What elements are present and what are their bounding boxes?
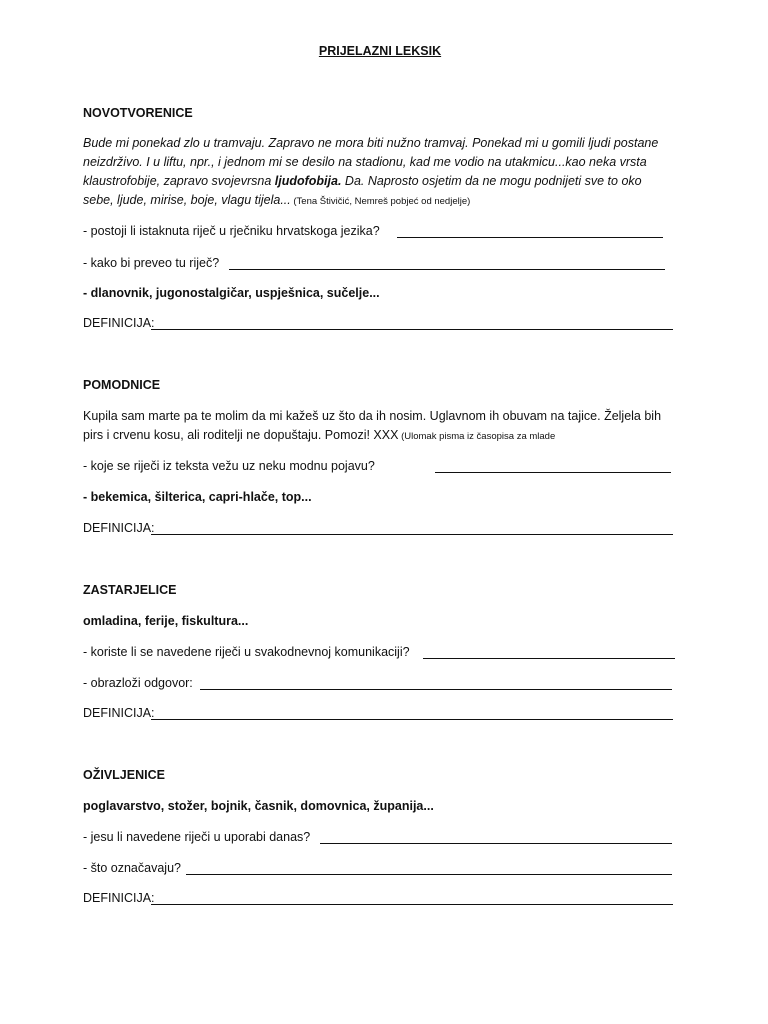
answer-line[interactable] [423,658,675,659]
definition-label: DEFINICIJA: [83,891,155,905]
answer-line[interactable] [229,269,665,270]
section-heading-ozivljenice: OŽIVLJENICE [83,768,165,782]
definition-line[interactable] [151,719,673,720]
example-words: - bekemica, šilterica, capri-hlače, top... [83,490,312,504]
example-words: omladina, ferije, fiskultura... [83,614,249,628]
definition-label: DEFINICIJA: [83,706,155,720]
example-words: - dlanovnik, jugonostalgičar, uspješnica, sučelje... [83,286,380,300]
passage-highlight-word: ljudofobija. [274,174,342,188]
definition-line[interactable] [151,904,673,905]
question-1: - jesu li navedene riječi u uporabi danas? [83,830,311,844]
question-1: - postoji li istaknuta riječ u rječniku hrvatskoga jezika? [83,224,380,238]
question-2: - obrazloži odgovor: [83,676,193,690]
page-title: PRIJELAZNI LEKSIK [318,44,442,58]
passage-text: Bude mi ponekad zlo u tramvaju. Zapravo ne mora biti nužno tramvaj. Ponekad mi u gomili ljudi postane neizdrživo. I u liftu, npr., i jednom mi se desilo na stadionu, kad me vodio na utakmicu...kao neka vrsta klaustrofobije, zapravo svojevrsna [83,136,659,188]
section-heading-pomodnice: POMODNICE [83,378,161,392]
passage-text: Kupila sam marte pa te molim da mi kažeš uz što da ih nosim. Uglavnom ih obuvam na tajice. Željela bih pirs i crvenu kosu, ali roditelji ne dopuštaju. Pomozi! XXX [83,409,662,442]
example-words: poglavarstvo, stožer, bojnik, časnik, domovnica, županija... [83,799,434,813]
passage-pomodnice [83,407,673,446]
passage-novotvorenice [83,134,673,211]
question-1: - koje se riječi iz teksta vežu uz neku modnu pojavu? [83,459,375,473]
definition-line[interactable] [151,534,673,535]
definition-line[interactable] [151,329,673,330]
answer-line[interactable] [435,472,671,473]
passage-text: Da. Naprosto osjetim da ne mogu podnijeti sve to oko sebe, ljude, mirise, boje, vlagu tijela... [83,174,642,207]
definition-label: DEFINICIJA: [83,316,155,330]
answer-line[interactable] [397,237,663,238]
section-heading-novotvorenice: NOVOTVORENICE [83,106,193,120]
passage-source: (Tena Štivičić, Nemreš pobjeć od nedjelje) [290,196,471,207]
question-1: - koriste li se navedene riječi u svakodnevnoj komunikaciji? [83,645,410,659]
section-heading-zastarjelice: ZASTARJELICE [83,583,177,597]
answer-line[interactable] [320,843,672,844]
answer-line[interactable] [200,689,672,690]
question-2: - kako bi preveo tu riječ? [83,256,220,270]
answer-line[interactable] [186,874,672,875]
definition-label: DEFINICIJA: [83,521,155,535]
passage-source: (Ulomak pisma iz časopisa za mlade [398,431,556,442]
question-2: - što označavaju? [83,861,181,875]
